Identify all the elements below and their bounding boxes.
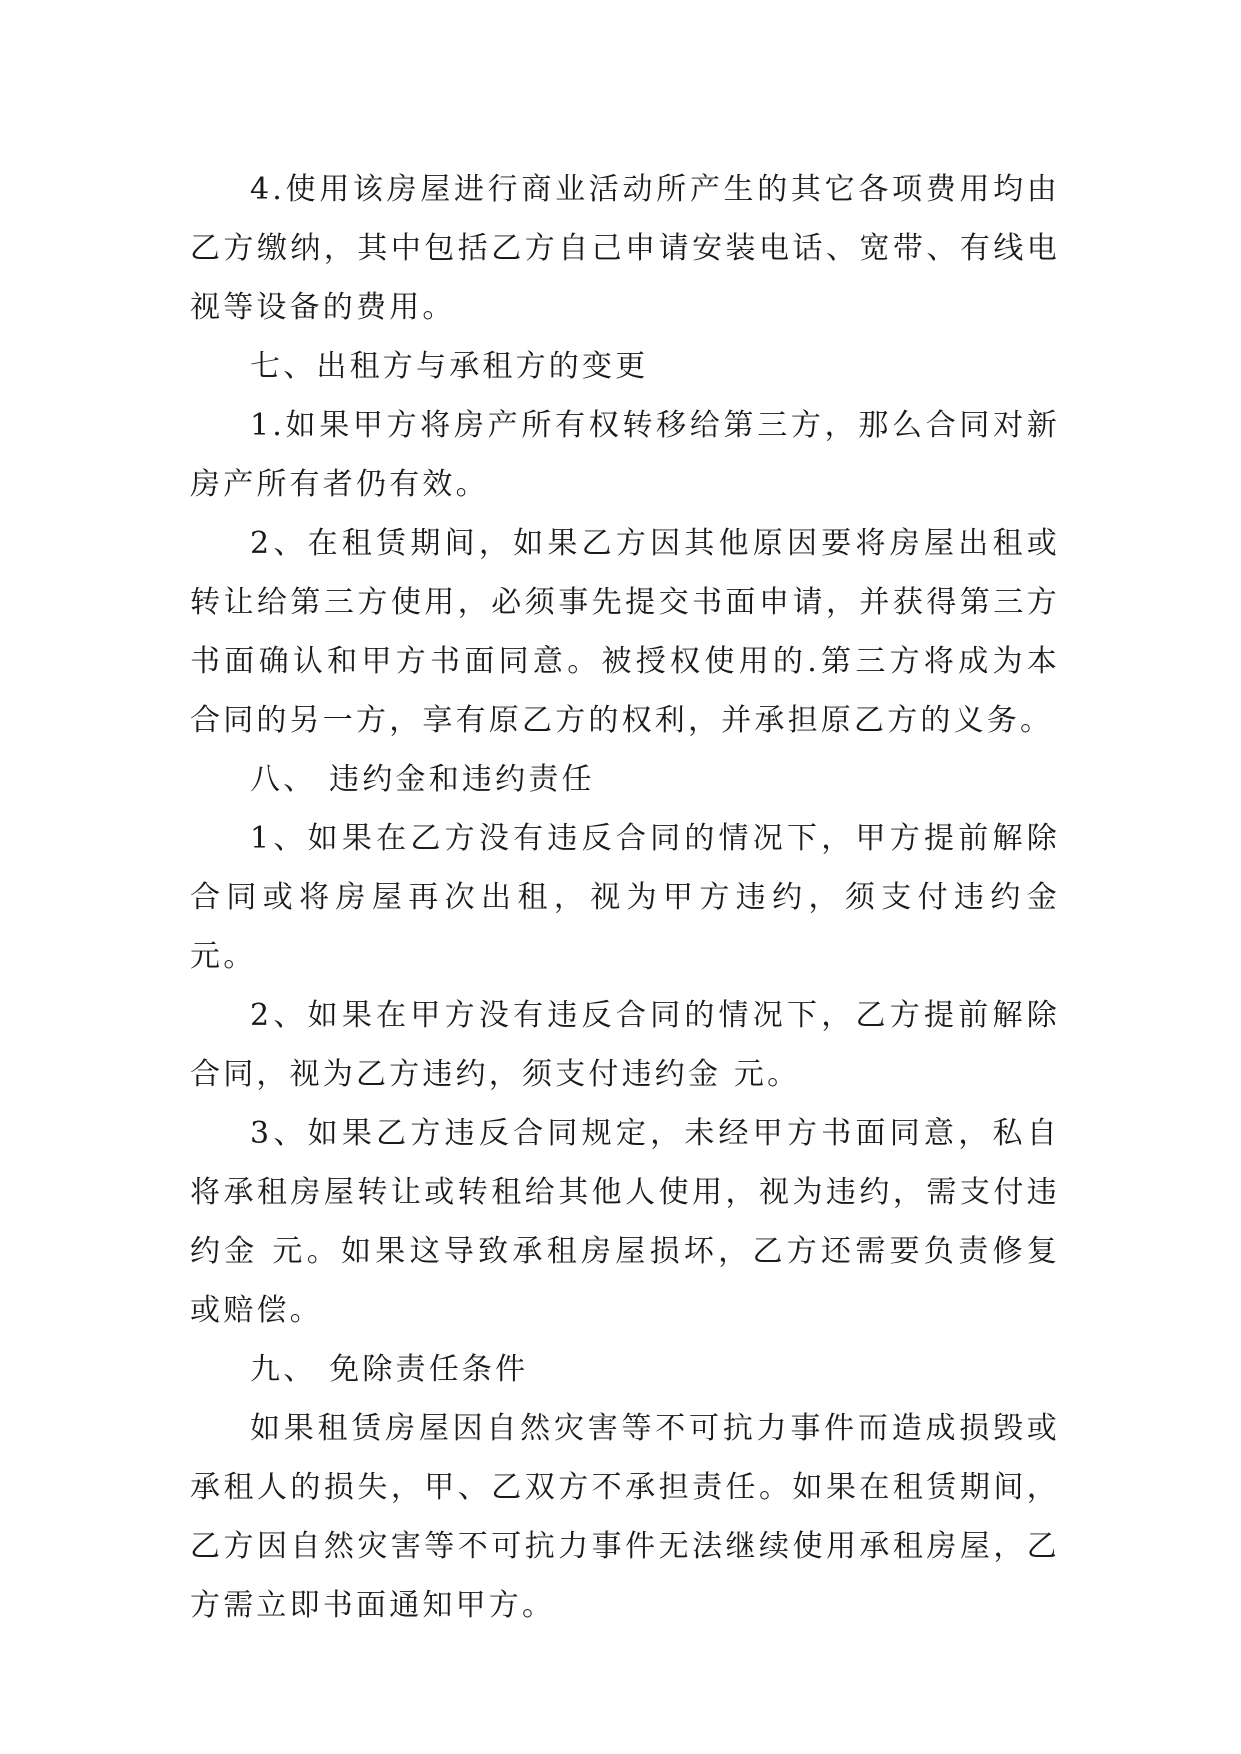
section-heading-8: 八、 违约金和违约责任 xyxy=(250,762,595,797)
clause-paragraph: 3、如果乙方违反合同规定，未经甲方书面同意，私自将承租房屋转让或转租给其他人使用，视为违约，需支付违约金 元。如果这导致承租房屋损坏，乙方还需要负责修复或赔偿。 xyxy=(190,1116,1060,1328)
section-heading-7: 七、出租方与承租方的变更 xyxy=(250,349,649,384)
clause-paragraph: 2、如果在甲方没有违反合同的情况下，乙方提前解除合同，视为乙方违约，须支付违约金 元。 xyxy=(190,998,1060,1092)
clause-paragraph: 如果租赁房屋因自然灾害等不可抗力事件而造成损毁或承租人的损失，甲、乙双方不承担责任。如果在租赁期间，乙方因自然灾害等不可抗力事件无法继续使用承租房屋，乙方需立即书面通知甲方。 xyxy=(190,1411,1060,1623)
clause-paragraph: 1.如果甲方将房产所有权转移给第三方，那么合同对新房产所有者仍有效。 xyxy=(190,408,1060,502)
document-body xyxy=(190,160,1060,1635)
section-heading-9: 九、 免除责任条件 xyxy=(250,1352,529,1387)
clause-paragraph: 4.使用该房屋进行商业活动所产生的其它各项费用均由乙方缴纳，其中包括乙方自己申请安装电话、宽带、有线电视等设备的费用。 xyxy=(190,172,1060,325)
clause-paragraph: 1、如果在乙方没有违反合同的情况下，甲方提前解除合同或将房屋再次出租，视为甲方违约，须支付违约金 元。 xyxy=(190,821,1060,974)
clause-paragraph: 2、在租赁期间，如果乙方因其他原因要将房屋出租或转让给第三方使用，必须事先提交书面申请，并获得第三方书面确认和甲方书面同意。被授权使用的.第三方将成为本合同的另一方，享有原乙方的权利，并承担原乙方的义务。 xyxy=(190,526,1060,738)
